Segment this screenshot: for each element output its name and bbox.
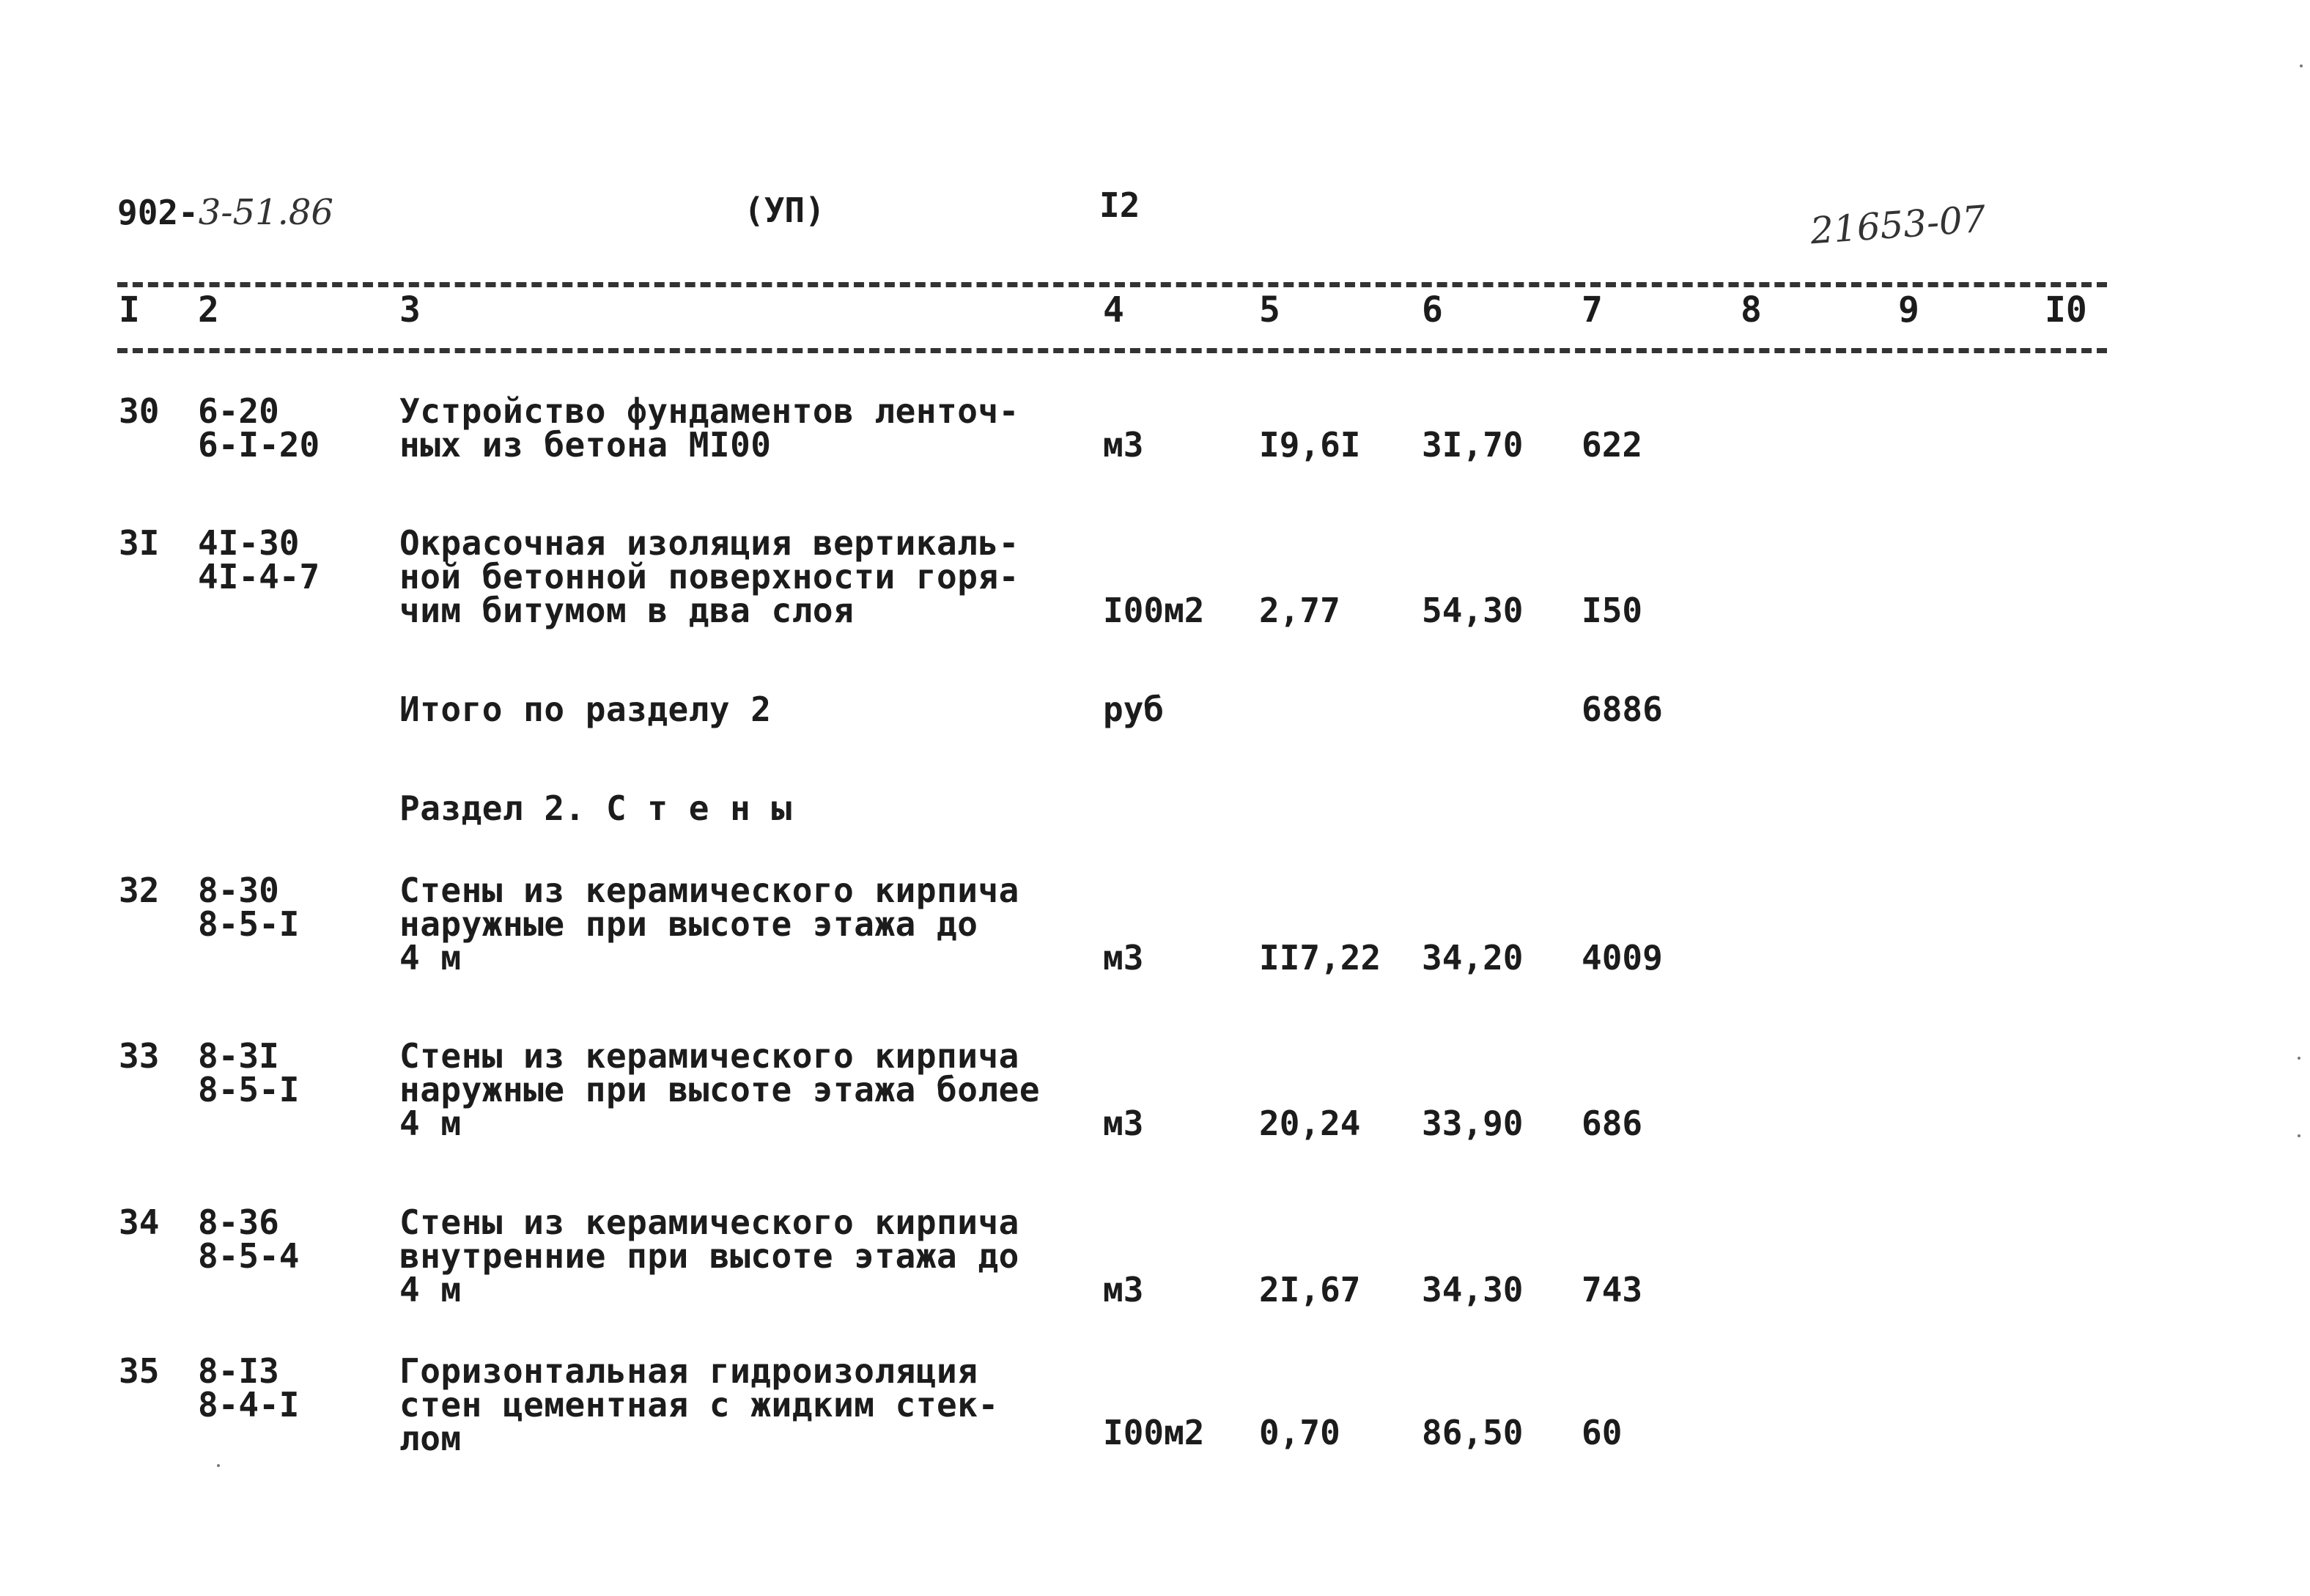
total-cost: 4009 (1582, 938, 1663, 978)
unit-price: 33,90 (1422, 1104, 1524, 1143)
document-code (117, 194, 333, 231)
row-number: 32 (119, 871, 160, 910)
page-number: I2 (1099, 185, 1140, 225)
header-rule-top (117, 282, 2107, 287)
unit: м3 (1103, 1104, 1144, 1143)
work-description: Стены из керамического кирпича наружные при высоте этажа до 4 м (399, 871, 1019, 978)
quantity: 0,70 (1259, 1413, 1340, 1452)
unit: м3 (1103, 1270, 1144, 1309)
scan-speck (217, 1464, 220, 1467)
unit-price: 86,50 (1422, 1413, 1524, 1452)
norm-code: 8-30 8-5-I (198, 871, 300, 944)
column-number: 7 (1582, 289, 1603, 330)
quantity: II7,22 (1259, 938, 1381, 978)
total-cost: 60 (1582, 1413, 1623, 1452)
column-number: 5 (1259, 289, 1280, 330)
column-number: 2 (198, 289, 219, 330)
unit-price: 34,30 (1422, 1270, 1524, 1309)
total-cost: 622 (1582, 425, 1643, 465)
header-rule-bottom (117, 348, 2107, 353)
quantity: 20,24 (1259, 1104, 1361, 1143)
total-cost: I50 (1582, 591, 1643, 630)
section-heading: Раздел 2. С т е н ы (399, 788, 792, 828)
subtotal-value: 6886 (1582, 690, 1663, 729)
unit: м3 (1103, 938, 1144, 978)
row-number: 34 (119, 1202, 160, 1242)
document-code-handwritten: 3-51.86 (198, 192, 333, 233)
norm-code: 8-I3 8-4-I (198, 1351, 300, 1425)
unit-price: 34,20 (1422, 938, 1524, 978)
quantity: 2I,67 (1259, 1270, 1361, 1309)
unit-price: 3I,70 (1422, 425, 1524, 465)
work-description: Стены из керамического кирпича внутренние при высоте этажа до 4 м (399, 1202, 1019, 1309)
column-number: 3 (399, 289, 421, 330)
total-cost: 686 (1582, 1104, 1643, 1143)
column-number: 6 (1422, 289, 1443, 330)
work-description: Устройство фундаментов ленточ- ных из бетона МI00 (399, 391, 1019, 465)
norm-code: 4I-30 4I-4-7 (198, 523, 320, 596)
row-number: 33 (119, 1036, 160, 1076)
norm-code: 8-3I 8-5-I (198, 1036, 300, 1109)
unit: руб (1103, 690, 1165, 729)
document-code-typed: 902- (117, 193, 199, 232)
quantity: 2,77 (1259, 591, 1340, 630)
row-number: 30 (119, 391, 160, 431)
norm-code: 8-36 8-5-4 (198, 1202, 300, 1276)
unit: I00м2 (1103, 1413, 1205, 1452)
unit-price: 54,30 (1422, 591, 1524, 630)
quantity: I9,6I (1259, 425, 1361, 465)
scan-speck (2298, 1057, 2300, 1060)
unit: м3 (1103, 425, 1144, 465)
column-number: I0 (2045, 289, 2087, 330)
column-number: I (119, 289, 140, 330)
section-label: (УП) (744, 191, 825, 230)
total-cost: 743 (1582, 1270, 1643, 1309)
unit: I00м2 (1103, 591, 1205, 630)
row-number: 3I (119, 523, 160, 563)
subtotal-label: Итого по разделу 2 (399, 690, 772, 729)
column-number: 9 (1898, 289, 1919, 330)
work-description: Горизонтальная гидроизоляция стен цементная с жидким стек- лом (399, 1351, 999, 1458)
scan-speck (2300, 64, 2303, 67)
work-description: Стены из керамического кирпича наружные при высоте этажа более 4 м (399, 1036, 1041, 1143)
row-number: 35 (119, 1351, 160, 1391)
work-description: Окрасочная изоляция вертикаль- ной бетонной поверхности горя- чим битумом в два слоя (399, 523, 1019, 630)
column-number: 4 (1103, 289, 1124, 330)
scan-speck (2298, 1134, 2300, 1137)
norm-code: 6-20 6-I-20 (198, 391, 320, 465)
inventory-number: 21653-07 (1809, 197, 1988, 253)
column-number: 8 (1741, 289, 1762, 330)
